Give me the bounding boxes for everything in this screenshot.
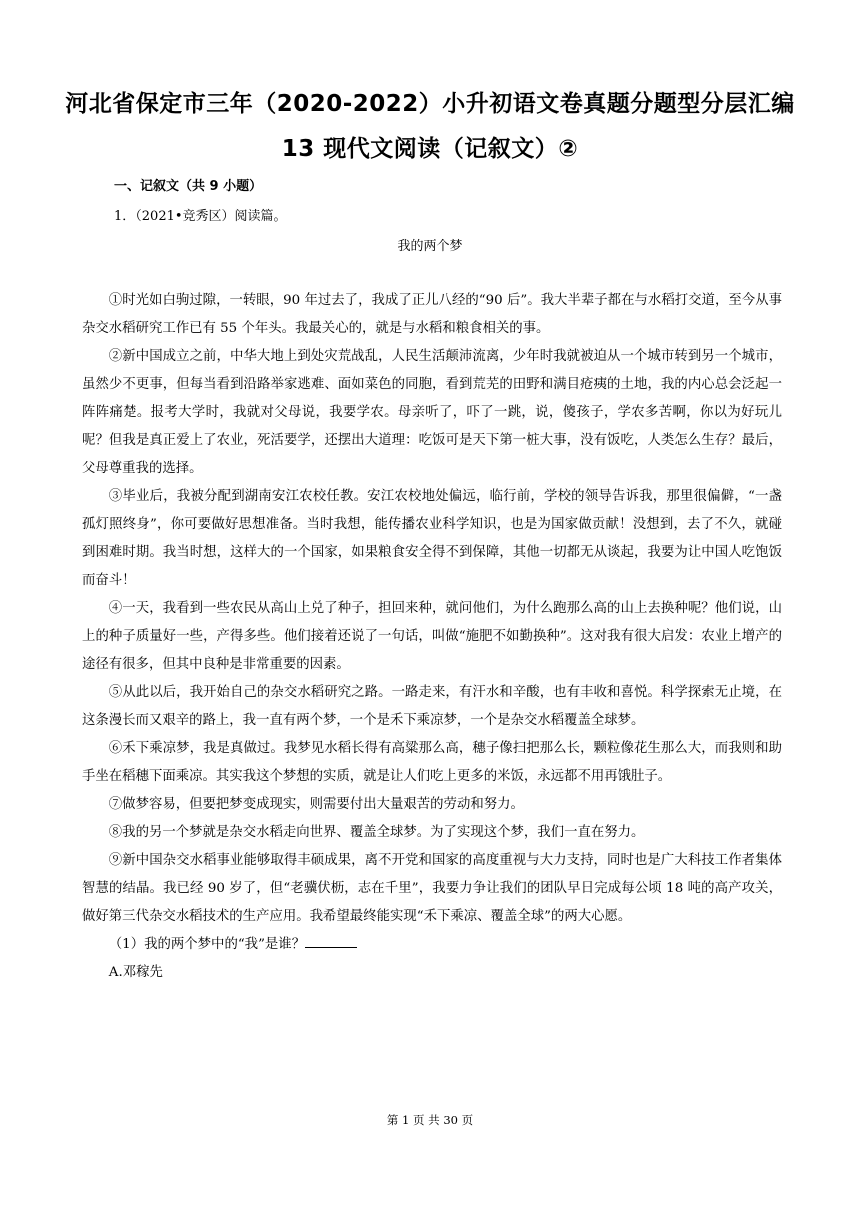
paragraph-2: ②新中国成立之前，中华大地上到处灾荒战乱，人民生活颠沛流离，少年时我就被迫从一个城市转到另一个城市，虽然少不更事，但每当看到沿路举家逃难、面如菜色的同胞，看到荒芜的田野和满目疮痍的土地，我的内心总会泛起一阵阵痛楚。报考大学时，我就对父母说，我要学农。母亲听了，吓了一跳，说，傻孩子，学农多苦啊，你以为好玩儿呢？但我是真正爱上了农业，死活要学，还摆出大道理：吃饭可是天下第一桩大事，没有饭吃，人类怎么生存？最后，父母尊重我的选择。 — [82, 349, 782, 476]
document-title-line2: 13 现代文阅读（记叙文）② — [281, 136, 579, 162]
section-heading: 一、记叙文（共 9 小题） — [114, 179, 263, 194]
page-footer: 第 1 页 共 30 页 — [386, 1113, 474, 1127]
paragraph-4: ④一天，我看到一些农民从高山上兑了种子，担回来种，就问他们，为什么跑那么高的山上去换种呢？他们说，山上的种子质量好一些，产得多些。他们接着还说了一句话，叫做“施肥不如勤换种”。这对我有很大启发：农业上增产的途径有很多，但其中良种是非常重要的因素。 — [82, 601, 782, 672]
article-title: 我的两个梦 — [397, 239, 463, 254]
paragraph-8: ⑧我的另一个梦就是杂交水稻走向世界、覆盖全球梦。为了实现这个梦，我们一直在努力。 — [108, 825, 645, 840]
option-a: A.邓稼先 — [108, 965, 163, 980]
answer-blank[interactable] — [305, 933, 357, 948]
question-intro: 1．（2021•竞秀区）阅读篇。 — [114, 209, 287, 224]
paragraph-1: ①时光如白驹过隙，一转眼，90 年过去了，我成了正儿八经的“90 后”。我大半辈子都在与水稻打交道，至今从事杂交水稻研究工作已有 55 个年头。我最关心的，就是与水稻和粮食相关的事。 — [82, 293, 782, 336]
sub-question-1 — [82, 931, 782, 959]
paragraph-3: ③毕业后，我被分配到湖南安江农校任教。安江农校地处偏远，临行前，学校的领导告诉我，那里很偏僻，“一盏孤灯照终身”，你可要做好思想准备。当时我想，能传播农业科学知识，也是为国家做贡献！没想到，去了不久，就碰到困难时期。我当时想，这样大的一个国家，如果粮食安全得不到保障，其他一切都无从谈起，我要为让中国人吃饱饭而奋斗！ — [82, 489, 782, 588]
paragraph-6: ⑥禾下乘凉梦，我是真做过。我梦见水稻长得有高粱那么高，穗子像扫把那么长，颗粒像花生那么大，而我则和助手坐在稻穗下面乘凉。其实我这个梦想的实质，就是让人们吃上更多的米饭，永远都不用再饿肚子。 — [82, 741, 782, 784]
paragraph-7: ⑦做梦容易，但要把梦变成现实，则需要付出大量艰苦的劳动和努力。 — [108, 797, 524, 812]
paragraph-9: ⑨新中国杂交水稻事业能够取得丰硕成果，离不开党和国家的高度重视与大力支持，同时也是广大科技工作者集体智慧的结晶。我已经 90 岁了，但“老骥伏枥，志在千里”，我要力争让我们的团队早日完成每公顷 18 吨的高产攻关，做好第三代杂交水稻技术的生产应用。我希望最终能实现“禾下乘凉、覆盖全球”的两大心愿。 — [82, 853, 782, 924]
article-body — [82, 287, 782, 987]
paragraph-5: ⑤从此以后，我开始自己的杂交水稻研究之路。一路走来，有汗水和辛酸，也有丰收和喜悦。科学探索无止境，在这条漫长而又艰辛的路上，我一直有两个梦，一个是禾下乘凉梦，一个是杂交水稻覆盖全球梦。 — [82, 685, 782, 728]
document-title-line1: 河北省保定市三年（2020-2022）小升初语文卷真题分题型分层汇编 — [65, 91, 795, 117]
sub-question-text: （1）我的两个梦中的“我”是谁？ — [108, 937, 306, 952]
